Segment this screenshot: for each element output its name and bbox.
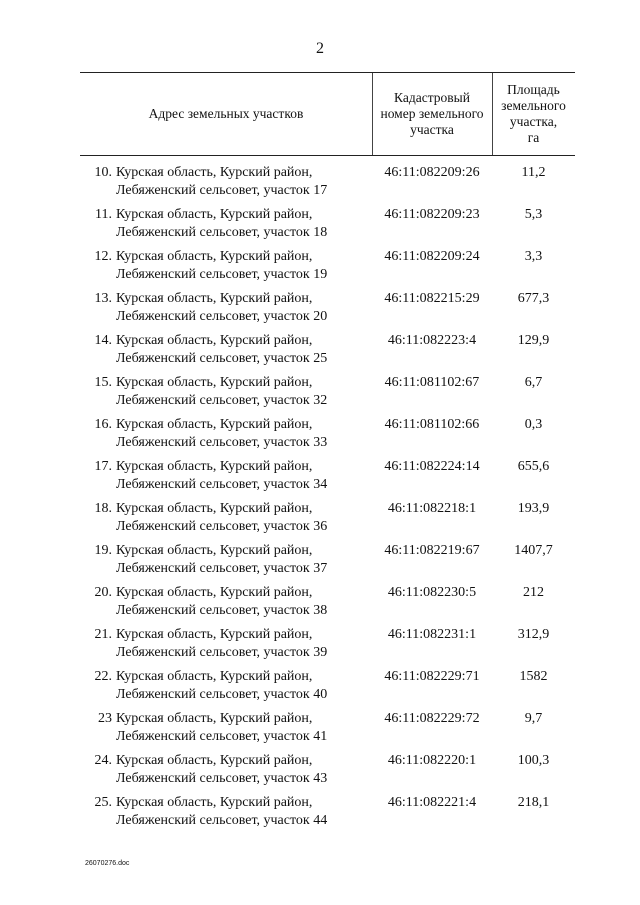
table-row: [80, 668, 575, 710]
header-area: [492, 73, 575, 155]
row-number: 12.: [94, 249, 112, 264]
row-number: 21.: [94, 627, 112, 642]
row-cadastral: 46:11:082229:71: [384, 669, 480, 684]
header-address: [80, 73, 373, 155]
header-address-label: Адрес земельных участков: [148, 106, 304, 121]
row-number: 11.: [95, 207, 112, 222]
row-number: 17.: [94, 459, 112, 474]
row-cadastral: 46:11:082230:5: [387, 585, 477, 600]
row-address: Курская область, Курский район, Лебяженский сельсовет, участок 25: [116, 333, 328, 366]
row-area: 677,3: [517, 291, 550, 306]
table-row: [80, 206, 575, 248]
row-cadastral: 46:11:082209:24: [384, 249, 480, 264]
table-row: [80, 290, 575, 332]
row-number: 23: [98, 711, 112, 726]
table-header: [80, 72, 575, 156]
row-area: 3,3: [524, 249, 543, 264]
row-address: Курская область, Курский район, Лебяженский сельсовет, участок 40: [116, 669, 328, 702]
header-area-line: га: [527, 130, 540, 145]
row-number: 20.: [94, 585, 112, 600]
row-area: 218,1: [517, 795, 550, 810]
row-number: 19.: [94, 543, 112, 558]
row-address: Курская область, Курский район, Лебяженский сельсовет, участок 17: [116, 165, 328, 198]
table-row: [80, 332, 575, 374]
header-cadastral-line: участка: [410, 122, 454, 137]
row-address: Курская область, Курский район, Лебяженский сельсовет, участок 36: [116, 501, 328, 534]
row-area: 9,7: [524, 711, 543, 726]
row-area: 1407,7: [514, 543, 553, 558]
header-cadastral-line: Кадастровый: [394, 90, 470, 105]
row-area: 193,9: [517, 501, 550, 516]
row-address: Курская область, Курский район, Лебяженский сельсовет, участок 44: [116, 795, 328, 828]
table-row: [80, 542, 575, 584]
row-number: 25.: [94, 795, 112, 810]
row-area: 129,9: [517, 333, 550, 348]
header-cadastral: [372, 73, 493, 155]
row-cadastral: 46:11:082209:26: [384, 165, 480, 180]
row-address: Курская область, Курский район, Лебяженский сельсовет, участок 33: [116, 417, 328, 450]
row-cadastral: 46:11:081102:67: [384, 375, 480, 390]
row-cadastral: 46:11:082229:72: [384, 711, 480, 726]
row-address: Курская область, Курский район, Лебяженский сельсовет, участок 18: [116, 207, 328, 240]
row-number: 10.: [94, 165, 112, 180]
row-cadastral: 46:11:082209:23: [384, 207, 480, 222]
row-number: 15.: [94, 375, 112, 390]
table-row: [80, 374, 575, 416]
table-row: [80, 626, 575, 668]
table-row: [80, 752, 575, 794]
row-address: Курская область, Курский район, Лебяженский сельсовет, участок 34: [116, 459, 328, 492]
row-number: 24.: [94, 753, 112, 768]
row-address: Курская область, Курский район, Лебяженский сельсовет, участок 19: [116, 249, 328, 282]
header-area-line: земельного: [501, 98, 566, 113]
row-area: 6,7: [524, 375, 543, 390]
table-row: [80, 458, 575, 500]
row-cadastral: 46:11:082231:1: [387, 627, 477, 642]
row-cadastral: 46:11:082224:14: [384, 459, 480, 474]
table-row: [80, 416, 575, 458]
row-area: 5,3: [524, 207, 543, 222]
row-area: 312,9: [517, 627, 550, 642]
page-number: 2: [316, 40, 324, 57]
row-cadastral: 46:11:082221:4: [387, 795, 477, 810]
row-cadastral: 46:11:082223:4: [387, 333, 477, 348]
row-cadastral: 46:11:082219:67: [384, 543, 480, 558]
table-row: [80, 248, 575, 290]
row-cadastral: 46:11:081102:66: [384, 417, 480, 432]
row-address: Курская область, Курский район, Лебяженский сельсовет, участок 32: [116, 375, 328, 408]
row-area: 212: [523, 585, 544, 600]
row-number: 18.: [94, 501, 112, 516]
header-area-line: участка,: [509, 114, 558, 129]
row-address: Курская область, Курский район, Лебяженский сельсовет, участок 38: [116, 585, 328, 618]
table-row: [80, 710, 575, 752]
row-address: Курская область, Курский район, Лебяженский сельсовет, участок 43: [116, 753, 328, 786]
row-area: 11,2: [521, 165, 546, 180]
row-area: 655,6: [517, 459, 550, 474]
row-number: 22.: [94, 669, 112, 684]
row-address: Курская область, Курский район, Лебяженский сельсовет, участок 20: [116, 291, 328, 324]
row-number: 14.: [94, 333, 112, 348]
row-number: 16.: [94, 417, 112, 432]
row-area: 0,3: [524, 417, 543, 432]
row-cadastral: 46:11:082215:29: [384, 291, 480, 306]
table-row: [80, 164, 575, 206]
row-area: 1582: [519, 669, 548, 684]
header-area-line: Площадь: [507, 82, 560, 97]
table-row: [80, 794, 575, 836]
row-address: Курская область, Курский район, Лебяженский сельсовет, участок 39: [116, 627, 328, 660]
table-row: [80, 584, 575, 626]
table-row: [80, 500, 575, 542]
row-address: Курская область, Курский район, Лебяженский сельсовет, участок 41: [116, 711, 328, 744]
row-area: 100,3: [517, 753, 550, 768]
row-number: 13.: [94, 291, 112, 306]
row-cadastral: 46:11:082220:1: [387, 753, 477, 768]
row-address: Курская область, Курский район, Лебяженский сельсовет, участок 37: [116, 543, 328, 576]
document-filename: 26070276.doc: [85, 860, 130, 867]
header-cadastral-line: номер земельного: [380, 106, 484, 121]
row-cadastral: 46:11:082218:1: [387, 501, 477, 516]
